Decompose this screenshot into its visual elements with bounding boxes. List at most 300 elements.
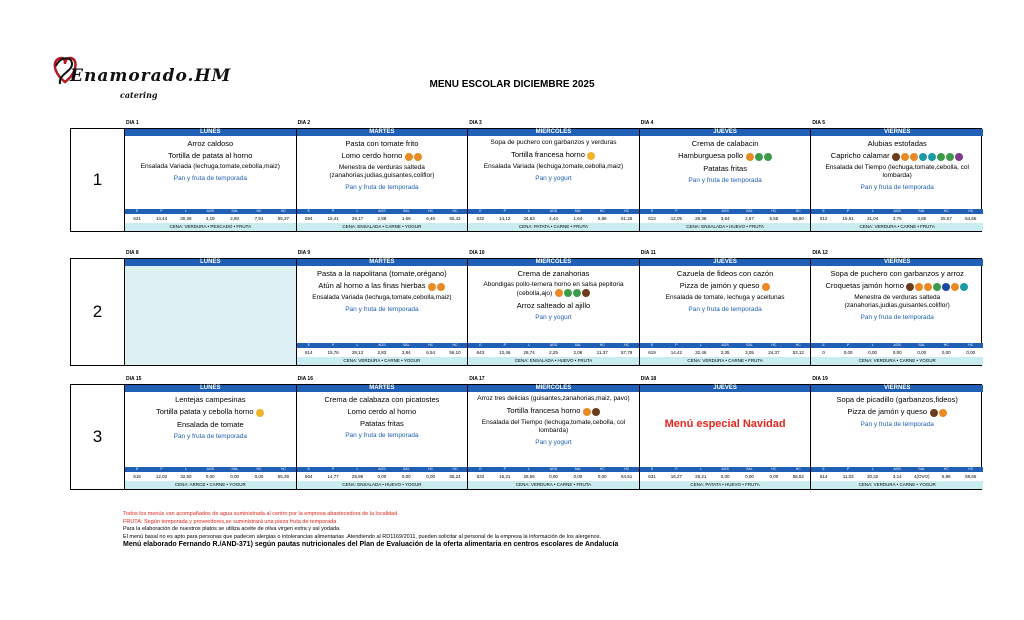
nutrition-header-cell: SAL bbox=[402, 209, 410, 213]
day-cell bbox=[811, 385, 983, 489]
nutrition-value-cell: 14,44 bbox=[155, 216, 168, 221]
allergen-icon bbox=[930, 409, 938, 417]
dish-list bbox=[811, 392, 983, 467]
day-name-header: MIERCOLES bbox=[468, 129, 639, 136]
nutrition-value-cell: 15,76 bbox=[327, 350, 339, 355]
dish-item bbox=[640, 151, 811, 161]
dish-name: Pasta a la napolitana (tomate,orégano) bbox=[317, 269, 447, 278]
dish-name: Ensalada del Tiempo (lechuga,tomate,cebolla, col lombarda) bbox=[481, 418, 626, 434]
dish-item bbox=[811, 395, 983, 404]
nutrition-header-cell: SAL bbox=[746, 209, 753, 213]
allergen-icon bbox=[256, 409, 264, 417]
nutrition-table bbox=[125, 209, 296, 223]
nutrition-values-row bbox=[811, 214, 983, 223]
dish-list bbox=[297, 136, 468, 209]
dish-name: Ensalada de tomate, lechuga y aceitunas bbox=[665, 293, 785, 301]
nutrition-header-cell: HC bbox=[452, 209, 458, 213]
nutrition-value-cell: 4(OVO) bbox=[913, 474, 930, 479]
nutrition-value-cell: 594 bbox=[305, 216, 313, 221]
day-number-label: DIA 8 bbox=[126, 250, 139, 256]
nutrition-value-cell: 29,99 bbox=[351, 474, 364, 479]
dish-item bbox=[468, 269, 639, 278]
dish-item bbox=[811, 294, 983, 310]
nutrition-header-cell: P bbox=[675, 209, 678, 213]
nutrition-header-cell: P bbox=[160, 209, 163, 213]
day-number-label: DIA 12 bbox=[812, 250, 828, 256]
week-frame bbox=[70, 384, 982, 490]
nutrition-table bbox=[468, 343, 639, 357]
week-number: 3 bbox=[71, 385, 125, 489]
nutrition-header-cell: P bbox=[331, 467, 335, 471]
day-number-label: DIA 3 bbox=[469, 120, 482, 126]
nutrition-header-cell: HC bbox=[599, 343, 605, 347]
bread-fruit-note: Pan y fruta de temporada bbox=[345, 305, 419, 313]
day-name-header: LUNES bbox=[125, 385, 296, 392]
allergen-icon bbox=[937, 153, 945, 161]
nutrition-header-cell: SAL bbox=[231, 209, 238, 213]
nutrition-header-cell: E bbox=[479, 467, 482, 471]
allergen-icon bbox=[924, 283, 932, 291]
nutrition-header-cell: P bbox=[846, 343, 850, 347]
nutrition-value-cell: 29,36 bbox=[695, 216, 707, 221]
day-cell bbox=[125, 129, 297, 231]
week-number: 1 bbox=[71, 129, 125, 231]
nutrition-header-cell: HC bbox=[599, 209, 605, 213]
dish-name: Menestra de verduras salteda (zanahorias,judias,guisantes,coliflor) bbox=[844, 293, 950, 309]
allergen-icons bbox=[582, 407, 600, 416]
nutrition-header-cell: P bbox=[503, 209, 506, 213]
bread-fruit-note: Pan y yogurt bbox=[535, 314, 572, 322]
nutrition-table bbox=[640, 209, 811, 223]
dish-name: Arroz salteado al ajillo bbox=[516, 301, 591, 311]
dish-name: Ensalada Variada (lechuga,tomate,cebolla,maiz) bbox=[140, 163, 280, 170]
nutrition-value-cell: 5,55 bbox=[769, 216, 779, 221]
dinner-suggestion: CENA: PATATA • CARNE • FRUTA bbox=[468, 223, 639, 231]
nutrition-value-cell: 54,51 bbox=[620, 474, 633, 479]
dish-name: Lentejas campesinas bbox=[175, 395, 246, 404]
allergen-icon bbox=[592, 408, 600, 416]
allergen-icons bbox=[929, 408, 947, 417]
dish-name: Ensalada de tomate bbox=[176, 419, 244, 429]
nutrition-value-cell: 24,37 bbox=[768, 350, 780, 355]
dish-item bbox=[640, 281, 811, 291]
nutrition-value-cell: 0,00 bbox=[769, 474, 779, 479]
nutrition-value-cell: 28,74 bbox=[523, 350, 535, 355]
nutrition-value-cell: 2,80 bbox=[230, 216, 240, 221]
nutrition-value-cell: 12,02 bbox=[155, 474, 168, 479]
nutrition-value-cell: 11,37 bbox=[596, 350, 608, 355]
nutrition-value-cell: 55,42 bbox=[449, 216, 461, 221]
dish-item bbox=[811, 164, 983, 180]
allergen-icons bbox=[761, 282, 770, 291]
nutrition-value-cell: 16,31 bbox=[499, 474, 511, 479]
dish-name: Hamburguesa pollo bbox=[678, 151, 744, 160]
note-oil: Para la elaboración de nuestros platos se utiliza aceite de oliva virgen extra y sal yodada. bbox=[123, 526, 341, 532]
nutrition-value-cell: 30,39 bbox=[180, 216, 192, 221]
nutrition-value-cell: 0,00 bbox=[745, 474, 754, 479]
nutrition-header-cell: E bbox=[136, 209, 139, 213]
nutrition-header-cell: P bbox=[503, 467, 506, 471]
nutrition-values-row bbox=[297, 472, 468, 481]
allergen-icon bbox=[405, 153, 413, 161]
nutrition-value-cell: 12,46 bbox=[499, 350, 511, 355]
dish-name: Alubias estofadas bbox=[867, 139, 927, 148]
nutrition-value-cell: 58,65 bbox=[965, 474, 977, 479]
dish-item bbox=[811, 281, 983, 291]
brand-logo bbox=[50, 52, 232, 102]
nutrition-table bbox=[468, 467, 639, 481]
dish-item bbox=[468, 301, 639, 310]
dish-item bbox=[125, 395, 296, 404]
nutrition-header-cell: HC bbox=[280, 209, 286, 213]
nutrition-value-cell: 616 bbox=[133, 474, 141, 479]
nutrition-value-cell: 30,32 bbox=[867, 474, 879, 479]
dish-item bbox=[125, 151, 296, 160]
dish-name: Crema de calabacin bbox=[691, 139, 759, 148]
nutrition-header-cell: L bbox=[528, 209, 531, 213]
nutrition-value-cell: 3,75 bbox=[892, 216, 902, 221]
dish-item bbox=[468, 406, 639, 416]
allergen-icons bbox=[404, 152, 422, 161]
day-cell bbox=[811, 259, 983, 365]
nutrition-header-cell: HC bbox=[256, 209, 262, 213]
allergen-icon bbox=[428, 283, 436, 291]
note-fruit: FRUTA: Según temporada y proveedores,se suministrará una pieza fruta de temporada bbox=[123, 518, 337, 525]
day-name-header: VIERNES bbox=[811, 385, 983, 392]
allergen-icons bbox=[427, 282, 445, 291]
dish-name: Sopa de puchero con garbanzos y arroz bbox=[830, 269, 964, 278]
nutrition-header-cell: HC bbox=[943, 209, 949, 213]
allergen-icon bbox=[939, 409, 947, 417]
dish-name: Patatas fritas bbox=[360, 419, 404, 428]
nutrition-value-cell: 633 bbox=[476, 474, 485, 479]
dish-name: Crema de calabaza con picatostes bbox=[324, 395, 440, 404]
dinner-suggestion: CENA: ENSALADA • HUEVO • FRUTA bbox=[640, 223, 811, 231]
allergen-icon bbox=[928, 153, 936, 161]
dish-list bbox=[297, 266, 468, 343]
nutrition-header-cell: E bbox=[822, 467, 825, 471]
note-allergens: El menú basal no es apto para personas que padecen alergias o intolerancias alimentarias .Atendiendo al RD1169/2011, pueden solicitar al personal de la empresa la información de los alergenos. bbox=[123, 533, 601, 540]
dish-name: Ensalada Variada (lechuga,tomate,cebolla,maiz) bbox=[483, 162, 624, 170]
bread-fruit-note: Pan y fruta de temporada bbox=[860, 183, 934, 191]
dish-list bbox=[640, 136, 811, 209]
nutrition-header-cell: P bbox=[331, 343, 335, 347]
nutrition-header-cell: AGS bbox=[378, 467, 386, 471]
day-number-label: DIA 4 bbox=[640, 120, 654, 126]
dish-name: Tortilla francesa horno bbox=[511, 150, 585, 159]
dish-name: Arroz tres delicias (guisantes,zanahorias,maiz, pavo) bbox=[477, 395, 630, 402]
allergen-icon bbox=[583, 408, 591, 416]
nutrition-values-row bbox=[811, 348, 983, 357]
nutrition-value-cell: 15,61 bbox=[842, 216, 854, 221]
day-name-header: LUNES bbox=[125, 259, 296, 266]
allergen-icon bbox=[573, 289, 581, 297]
note-water: Todos los menús van acompañados de agua suministrada al centro por la empresa abastecedora de la localidad. bbox=[123, 511, 399, 517]
bread-fruit-note: Pan y fruta de temporada bbox=[688, 305, 762, 313]
allergen-icons bbox=[906, 282, 969, 291]
allergen-icon bbox=[582, 289, 590, 297]
day-cell bbox=[297, 385, 469, 489]
dish-name: Atún al horno a las finas hierbas bbox=[318, 281, 426, 290]
nutrition-header-cell: SAL bbox=[402, 343, 410, 347]
nutrition-value-cell: 0,00 bbox=[868, 350, 878, 355]
day-number-label: DIA 19 bbox=[812, 376, 828, 382]
dinner-suggestion: CENA: ARROZ • CARNE • YOGUR bbox=[125, 481, 296, 489]
dish-name: Sopa de puchero con garbanzos y verduras bbox=[490, 139, 617, 146]
dish-list bbox=[640, 392, 811, 467]
nutrition-values-row bbox=[468, 214, 639, 223]
day-cell bbox=[125, 385, 297, 489]
allergen-icon bbox=[942, 283, 950, 291]
dish-item bbox=[640, 294, 811, 302]
nutrition-header-cell: AGS bbox=[721, 343, 729, 347]
allergen-icon bbox=[960, 283, 968, 291]
nutrition-table bbox=[811, 209, 983, 223]
nutrition-value-cell: 6,46 bbox=[426, 216, 436, 221]
special-menu-label: Menú especial Navidad bbox=[664, 418, 786, 430]
nutrition-value-cell: 0 bbox=[822, 350, 825, 355]
nutrition-header-cell: SAL bbox=[918, 209, 926, 213]
day-name-header: MIERCOLES bbox=[468, 385, 639, 392]
nutrition-header-cell: E bbox=[650, 209, 654, 213]
dish-name: Lomo cerdo horno bbox=[341, 151, 403, 160]
day-number-label: DIA 15 bbox=[126, 376, 142, 382]
day-name-header: VIERNES bbox=[811, 129, 983, 136]
dish-name: Tortilla de patata al horno bbox=[168, 151, 253, 160]
dinner-suggestion: CENA: VERDURA • CARNE • FRUTA bbox=[468, 481, 639, 489]
nutrition-value-cell: 0,00 bbox=[377, 474, 387, 479]
dinner-suggestion: CENA: VERDURA • CARNE • YOGUR bbox=[811, 357, 983, 365]
nutrition-header-cell: HC bbox=[599, 467, 605, 471]
dish-name: Tortilla patata y cebolla horno bbox=[156, 407, 254, 416]
bread-fruit-note: Pan y fruta de temporada bbox=[173, 175, 247, 182]
nutrition-value-cell: 3,05 bbox=[745, 350, 754, 355]
nutrition-value-cell: 14,77 bbox=[327, 474, 339, 479]
brand-sub: catering bbox=[120, 90, 158, 100]
nutrition-value-cell: 51,25 bbox=[620, 216, 633, 221]
dinner-suggestion: CENA: VERDURA • PESCADO • FRUTA bbox=[125, 223, 296, 231]
nutrition-header-cell: AGS bbox=[206, 467, 215, 471]
nutrition-header-cell: E bbox=[650, 343, 654, 347]
nutrition-table bbox=[640, 467, 811, 481]
dish-item bbox=[297, 269, 468, 278]
day-labels bbox=[124, 120, 984, 128]
dish-item bbox=[811, 139, 983, 148]
nutrition-values-row bbox=[811, 472, 983, 481]
dish-list bbox=[468, 136, 639, 209]
week-block bbox=[70, 120, 984, 232]
day-labels bbox=[124, 376, 984, 384]
dish-name: Pizza de jamón y queso bbox=[679, 281, 760, 290]
day-cell bbox=[640, 259, 812, 365]
nutrition-value-cell: 56,60 bbox=[792, 216, 804, 221]
day-cell bbox=[468, 129, 640, 231]
nutrition-value-cell: 0,00 bbox=[205, 474, 215, 479]
day-number-label: DIA 2 bbox=[297, 120, 311, 126]
dish-item bbox=[811, 151, 983, 161]
nutrition-value-cell: 55,37 bbox=[277, 216, 290, 221]
nutrition-value-cell: 14,12 bbox=[499, 216, 511, 221]
day-name-header: JUEVES bbox=[640, 385, 811, 392]
day-number-label: DIA 18 bbox=[640, 376, 657, 382]
nutrition-value-cell: 55,39 bbox=[277, 474, 290, 479]
nutrition-value-cell: 3,84 bbox=[720, 216, 730, 221]
nutrition-table bbox=[297, 209, 468, 223]
nutrition-header-cell: L bbox=[184, 209, 187, 213]
nutrition-value-cell: 3,14 bbox=[892, 474, 902, 479]
dish-item bbox=[468, 163, 639, 171]
bread-fruit-note: Pan y yogurt bbox=[535, 174, 572, 182]
dish-list bbox=[468, 392, 639, 467]
allergen-icon bbox=[746, 153, 754, 161]
nutrition-table bbox=[125, 467, 296, 481]
dish-list bbox=[125, 266, 296, 365]
nutrition-value-cell: 0,00 bbox=[426, 474, 436, 479]
nutrition-header-cell: L bbox=[528, 467, 531, 471]
nutrition-table bbox=[297, 467, 468, 481]
nutrition-header-cell: SAL bbox=[574, 343, 582, 347]
nutrition-header-cell: L bbox=[871, 467, 874, 471]
nutrition-value-cell: 55,24 bbox=[449, 474, 461, 479]
nutrition-table bbox=[468, 209, 639, 223]
dinner-suggestion: CENA: VERDURA • CARNE • FRUTA bbox=[640, 357, 811, 365]
nutrition-header-cell: L bbox=[699, 343, 702, 347]
dish-item bbox=[640, 139, 811, 148]
nutrition-header-cell: HC bbox=[624, 467, 630, 471]
nutrition-value-cell: 632 bbox=[476, 216, 485, 221]
dinner-suggestion: CENA: ENSALADA • CARNE • YOGUR bbox=[297, 223, 468, 231]
nutrition-header-cell: E bbox=[307, 209, 310, 213]
dish-list bbox=[125, 392, 296, 467]
nutrition-value-cell: 2,88 bbox=[377, 216, 387, 221]
nutrition-header-cell: HC bbox=[624, 209, 630, 213]
nutrition-value-cell: 3,19 bbox=[205, 216, 215, 221]
nutrition-header-cell: L bbox=[184, 467, 187, 471]
week-block bbox=[70, 250, 984, 366]
nutrition-value-cell: 29,17 bbox=[351, 216, 364, 221]
nutrition-value-cell: 0,00 bbox=[230, 474, 240, 479]
nutrition-header-cell: P bbox=[331, 209, 335, 213]
day-cell bbox=[640, 385, 812, 489]
nutrition-values-row bbox=[297, 348, 468, 357]
allergen-icon bbox=[946, 153, 954, 161]
day-name-header: MARTES bbox=[297, 129, 468, 136]
dish-item bbox=[640, 269, 811, 278]
nutrition-header-cell: HC bbox=[968, 209, 974, 213]
nutrition-header-cell: E bbox=[479, 343, 482, 347]
dinner-suggestion: CENA: VERDURA • CARNE • YOGUR bbox=[297, 357, 468, 365]
nutrition-header-cell: L bbox=[356, 467, 359, 471]
nutrition-header-cell: HC bbox=[943, 467, 949, 471]
dish-item bbox=[297, 407, 468, 416]
nutrition-header-cell: P bbox=[846, 209, 850, 213]
dish-item bbox=[297, 281, 468, 291]
dish-name: Pasta con tomate frito bbox=[345, 139, 419, 148]
nutrition-header-cell: AGS bbox=[549, 209, 558, 213]
nutrition-header-cell: P bbox=[675, 343, 678, 347]
nutrition-header-cell: P bbox=[846, 467, 850, 471]
dinner-suggestion: CENA: ENSALADA • HUEVO • FRUTA bbox=[468, 357, 639, 365]
allergen-icon bbox=[555, 289, 563, 297]
dish-name: Menestra de verduras salteda (zanahorias,judias,guisantes,coliflor) bbox=[329, 163, 435, 179]
dish-name: Abondigas pollo-ternera horno en salsa pepitoria (cebolla,ajo) bbox=[483, 281, 624, 298]
nutrition-table bbox=[640, 343, 811, 357]
nutrition-values-row bbox=[468, 348, 639, 357]
nutrition-header-cell: SAL bbox=[231, 467, 238, 471]
allergen-icons bbox=[587, 151, 596, 160]
nutrition-value-cell: 6,54 bbox=[426, 350, 436, 355]
nutrition-values-row bbox=[640, 214, 811, 223]
page-title: MENU ESCOLAR DICIEMBRE 2025 bbox=[429, 79, 595, 90]
nutrition-value-cell: 2,08 bbox=[573, 350, 583, 355]
dish-item bbox=[297, 139, 468, 148]
nutrition-table bbox=[811, 343, 983, 357]
allergen-icon bbox=[919, 153, 927, 161]
dish-name: Lomo cerdo al horno bbox=[347, 407, 417, 416]
allergen-icons bbox=[745, 152, 772, 161]
nutrition-header-cell: L bbox=[699, 209, 702, 213]
nutrition-value-cell: 7,91 bbox=[254, 216, 264, 221]
nutrition-header-cell: SAL bbox=[746, 467, 753, 471]
nutrition-header-cell: HC bbox=[428, 343, 434, 347]
nutrition-header-cell: E bbox=[307, 467, 310, 471]
nutrition-value-cell: 28,56 bbox=[523, 474, 535, 479]
day-cell bbox=[125, 259, 297, 365]
bread-fruit-note: Pan y fruta de temporada bbox=[345, 183, 419, 191]
nutrition-value-cell: 4,44 bbox=[549, 216, 558, 221]
nutrition-header-cell: E bbox=[822, 343, 825, 347]
nutrition-header-cell: HC bbox=[280, 467, 286, 471]
day-labels bbox=[124, 250, 984, 258]
nutrition-header-cell: E bbox=[307, 343, 310, 347]
nutrition-values-row bbox=[125, 214, 296, 223]
dinner-suggestion: CENA: PATATA • HUEVO • FRUTA bbox=[640, 481, 811, 489]
nutrition-header-cell: E bbox=[822, 209, 825, 213]
nutrition-value-cell: 34,63 bbox=[523, 216, 535, 221]
nutrition-value-cell: 631 bbox=[648, 474, 656, 479]
nutrition-header-cell: SAL bbox=[574, 467, 582, 471]
nutrition-value-cell: 31,04 bbox=[867, 216, 879, 221]
allergen-icon bbox=[910, 153, 918, 161]
allergen-icons bbox=[554, 289, 590, 298]
dish-name: Crema de zanahorias bbox=[517, 269, 590, 278]
dinner-suggestion: CENA: VERDURA • CARNE • FRUTA bbox=[811, 223, 983, 231]
nutrition-header-cell: AGS bbox=[721, 467, 729, 471]
allergen-icon bbox=[587, 152, 595, 160]
nutrition-header-cell: HC bbox=[771, 467, 777, 471]
nutrition-table bbox=[297, 343, 468, 357]
nutrition-value-cell: 613 bbox=[648, 216, 656, 221]
nutrition-header-cell: AGS bbox=[206, 209, 215, 213]
dish-list bbox=[468, 266, 639, 343]
nutrition-header-cell: HC bbox=[795, 343, 801, 347]
dish-name: Patatas fritas bbox=[703, 163, 747, 173]
dish-name: Tortilla francesa horno bbox=[506, 406, 581, 415]
nutrition-values-row bbox=[297, 214, 468, 223]
bread-fruit-note: Pan y fruta de temporada bbox=[345, 432, 419, 439]
nutrition-header-cell: AGS bbox=[893, 467, 901, 471]
nutrition-value-cell: 6,98 bbox=[941, 474, 951, 479]
dish-item bbox=[125, 420, 296, 429]
dish-name: Cazuela de fideos con cazón bbox=[676, 269, 774, 278]
nutrition-value-cell: 0,00 bbox=[843, 350, 853, 355]
nutrition-header-cell: HC bbox=[795, 209, 801, 213]
day-number-label: DIA 1 bbox=[126, 120, 139, 126]
dinner-suggestion: CENA: VERDURA • CARNE • YOGUR bbox=[811, 481, 983, 489]
dish-item bbox=[125, 163, 296, 171]
nutrition-value-cell: 2,25 bbox=[549, 350, 558, 355]
allergen-icon bbox=[933, 283, 941, 291]
